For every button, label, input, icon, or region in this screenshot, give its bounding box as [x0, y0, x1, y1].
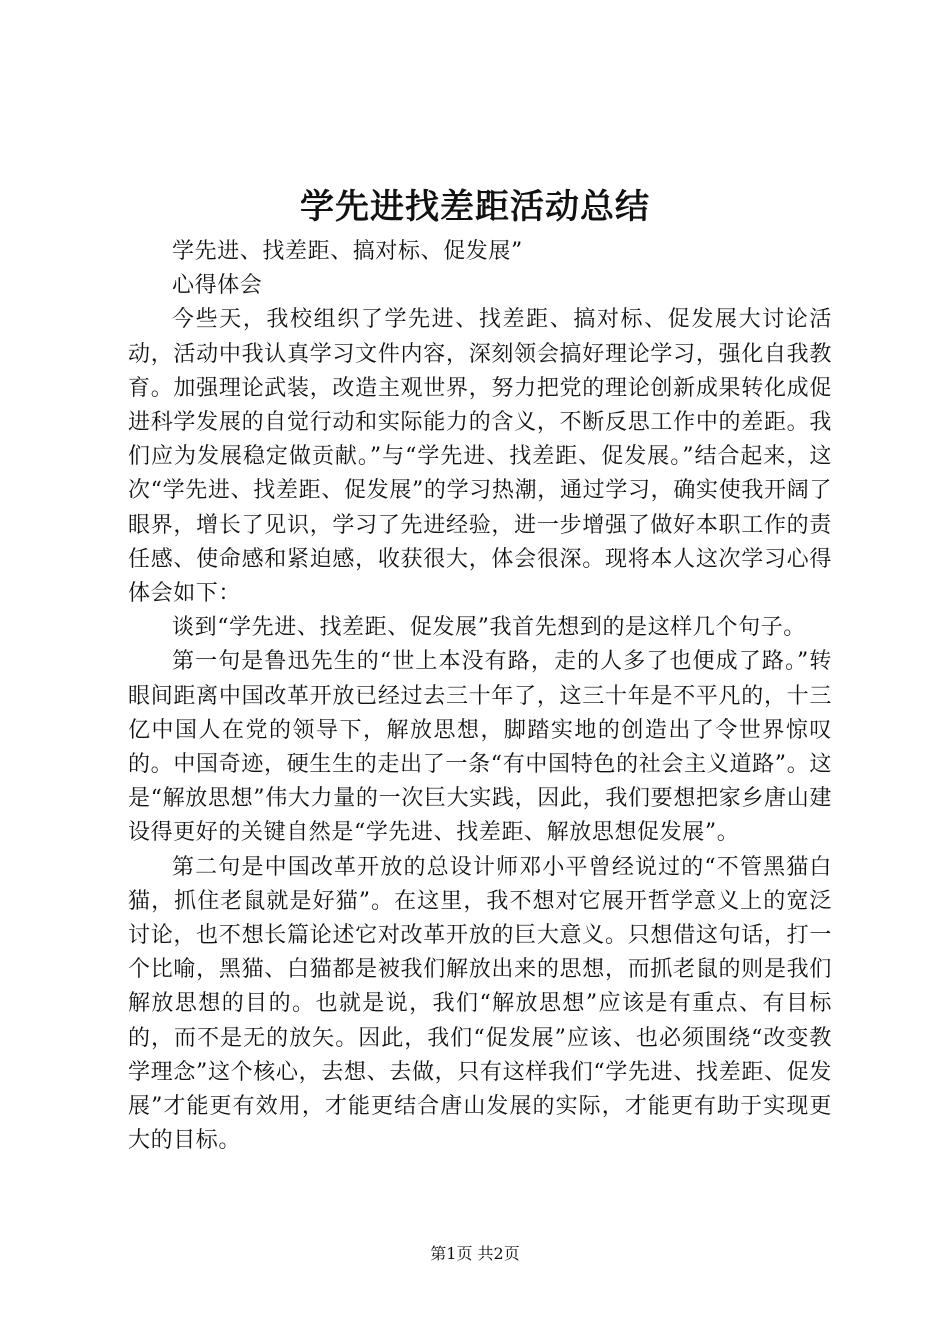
paragraph-sentences: 谈到“学先进、找差距、促发展”我首先想到的是这样几个句子。 [172, 615, 806, 641]
document-title: 学先进找差距活动总结 [300, 187, 650, 227]
paragraph-subtitle: 学先进、找差距、搞对标、促发展” [172, 239, 523, 264]
document-body [128, 235, 832, 1158]
paragraph-first-sentence: 第一句是鲁迅先生的“世上本没有路，走的人多了也便成了路。”转眼间距离中国改革开放已经过去三十年了，这三十年是不平凡的，十三亿中国人在党的领导下，解放思想，脚踏实地的创造出了令世界惊叹的。中国奇迹，硬生生的走出了一条“有中国特色的社会主义道路”。这是“解放思想”伟大力量的一次巨大实践，因此，我们要想把家乡唐山建设得更好的关键自然是“学先进、找差距、解放思想促发展”。 [128, 649, 832, 846]
paragraph-intro: 今些天，我校组织了学先进、找差距、搞对标、促发展大讨论活动，活动中我认真学习文件内容，深刻领会搞好理论学习，强化自我教育。加强理论武装，改造主观世界，努力把党的理论创新成果转化成促进科学发展的自觉行动和实际能力的含义，不断反思工作中的差距。我们应为发展稳定做贡献。”与“学先进、找差距、促发展。”结合起来，这次“学先进、找差距、促发展”的学习热潮，通过学习，确实使我开阔了眼界，增长了见识，学习了先进经验，进一步增强了做好本职工作的责任感、使命感和紧迫感，收获很大，体会很深。现将本人这次学习心得体会如下： [128, 307, 832, 607]
paragraph-subtitle-2: 心得体会 [172, 273, 263, 299]
page-footer: 第1页 共2页 [430, 1244, 520, 1263]
paragraph-second-sentence: 第二句是中国改革开放的总设计师邓小平曾经说过的“不管黑猫白猫，抓住老鼠就是好猫”。在这里，我不想对它展开哲学意义上的宽泛讨论，也不想长篇论述它对改革开放的巨大意义。只想借这句话，打一个比喻，黑猫、白猫都是被我们解放出来的思想，而抓老鼠的则是我们解放思想的目的。也就是说，我们“解放思想”应该是有重点、有目标的，而不是无的放矢。因此，我们“促发展”应该、也必须围绕“改变教学理念”这个核心，去想、去做，只有这样我们“学先进、找差距、促发展”才能更有效用，才能更结合唐山发展的实际，才能更有助于实现更大的目标。 [128, 854, 832, 1154]
